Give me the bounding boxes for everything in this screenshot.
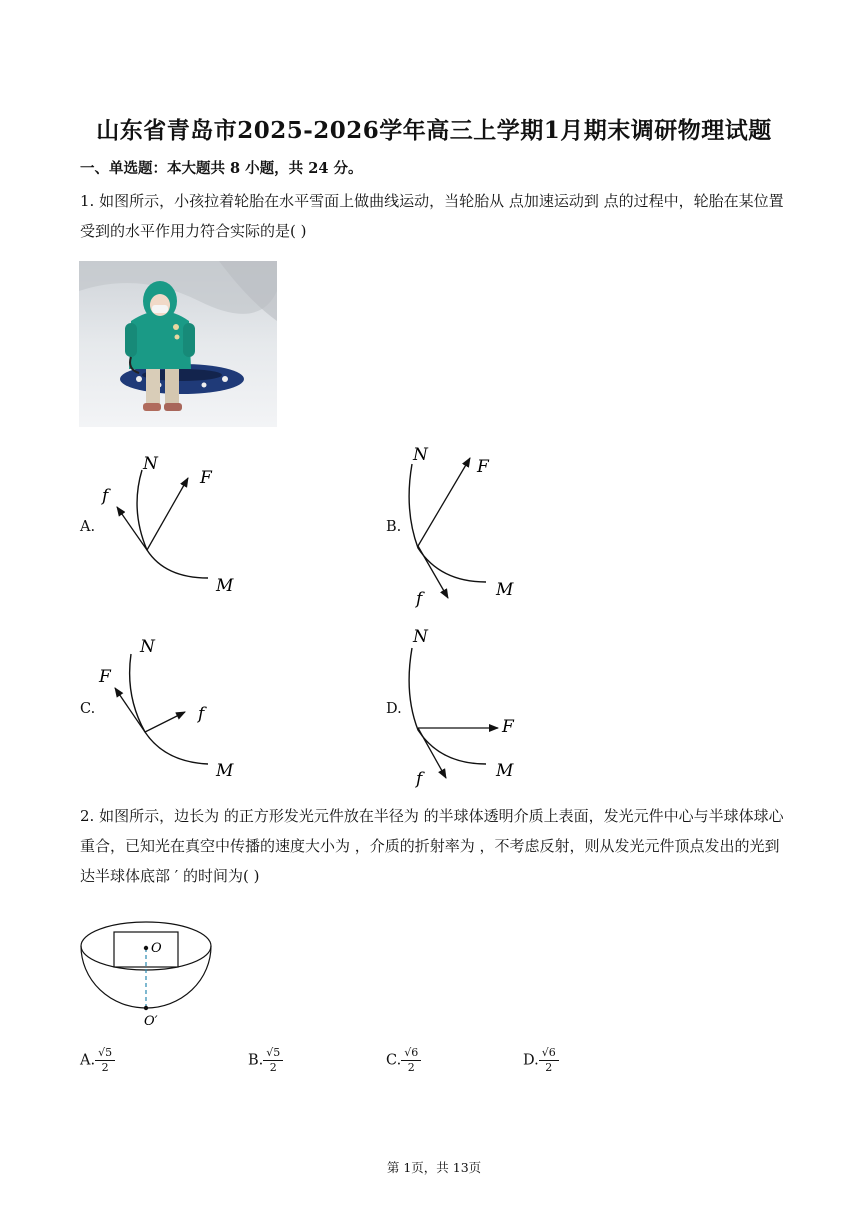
- label-O-prime: O′: [144, 1014, 158, 1029]
- option-d-diagram: [400, 622, 540, 792]
- label-N: N: [413, 627, 428, 647]
- label-F: F: [502, 717, 514, 737]
- choice-d: D. $\frac{√6}{2}$: [523, 1047, 559, 1074]
- option-b-diagram: [400, 440, 540, 610]
- page-title: 山东省青岛市2025-2026学年高三上学期1月期末调研物理试题: [96, 117, 772, 144]
- fraction: $\frac{√5}{2}$: [95, 1047, 115, 1074]
- label-N: N: [413, 445, 428, 465]
- option-c-diagram: [95, 632, 255, 782]
- label-M: M: [216, 576, 234, 596]
- label-M: M: [496, 761, 514, 781]
- question-1-text: 1. 如图所示，小孩拉着轮胎在水平雪面上做曲线运动，当轮胎从 点加速运动到 点的过程中，轮胎在某位置受到的水平作用力符合实际的是( ): [80, 192, 784, 240]
- option-b-label: B.: [386, 519, 402, 535]
- label-f: f: [198, 704, 205, 724]
- label-N: N: [143, 454, 158, 474]
- child-photo: [79, 261, 277, 427]
- choice-c: C. $\frac{√6}{2}$: [386, 1047, 421, 1074]
- label-M: M: [216, 761, 234, 781]
- section-heading: 一、单选题：本大题共 8 小题，共 24 分。: [80, 160, 363, 177]
- option-a-label: A.: [80, 519, 96, 535]
- label-N: N: [140, 637, 155, 657]
- option-d-label: D.: [386, 701, 402, 717]
- label-F: F: [477, 457, 489, 477]
- label-f: f: [102, 486, 109, 506]
- label-M: M: [496, 580, 514, 600]
- label-F: F: [99, 667, 111, 687]
- child-photo-icon: [79, 261, 277, 427]
- option-a-diagram: [95, 450, 255, 600]
- label-O: O: [151, 941, 162, 956]
- page-footer: 第 1页，共 13页: [386, 1160, 482, 1175]
- option-c-label: C.: [80, 701, 96, 717]
- question-2-text: 2. 如图所示，边长为 的正方形发光元件放在半径为 的半球体透明介质上表面，发光元件中心与半球体球心 重合，已知光在真空中传播的速度大小为 ，介质的折射率为 ，不考虑反射，则从发光元件顶点发出的光到达半球体底部 ′ 的时间为( ): [80, 807, 784, 885]
- choice-a: A. $\frac{√5}{2}$: [80, 1047, 115, 1074]
- fraction: $\frac{√5}{2}$: [263, 1047, 283, 1074]
- label-f: f: [416, 589, 423, 609]
- label-F: F: [200, 468, 212, 488]
- fraction: $\frac{√6}{2}$: [401, 1047, 421, 1074]
- choice-b: B. $\frac{√5}{2}$: [248, 1047, 283, 1074]
- hemisphere-diagram: [78, 915, 218, 1035]
- fraction: $\frac{√6}{2}$: [539, 1047, 559, 1074]
- label-f: f: [416, 769, 423, 789]
